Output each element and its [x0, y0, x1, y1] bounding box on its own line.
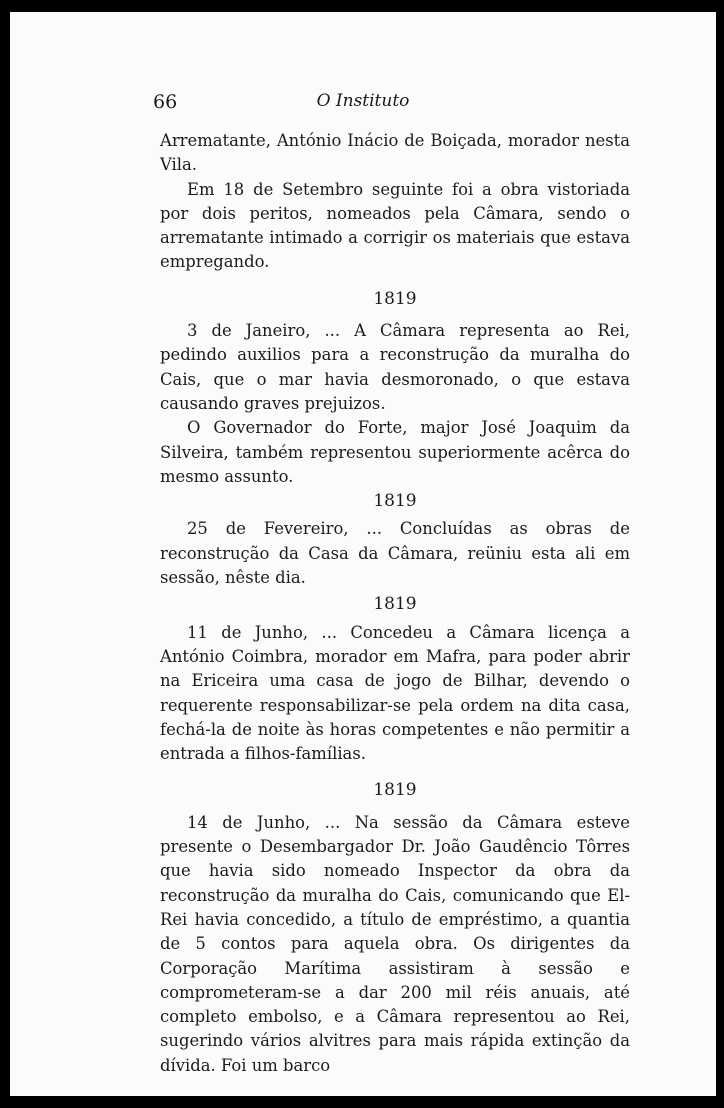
running-title: O Instituto: [316, 91, 410, 111]
paragraph: O Governador do Forte, major José Joaquim da Silveira, também representou superiormente acêrca do mesmo assunto.: [160, 418, 630, 486]
year-heading: 1819: [373, 594, 417, 615]
paragraph: 14 de Junho, ... Na sessão da Câmara esteve presente o Desembargador Dr. João Gaudêncio Tôrres que havia sido nomeado Inspector da obra da reconstrução da muralha do Cais, comunicando que El-Rei havia concedido, a título de empréstimo, a quantia de 5 contos para aquela obra. Os dirigentes da Corporação Marítima assistiram à sessão e comprometeram-se a dar 200 mil réis anuais, até completo embolso, e a Câmara representou ao Rei, sugerindo vários alvitres para mais rápida extinção da dívida. Foi um barco: [160, 812, 630, 1075]
page-body: [160, 129, 630, 1078]
document-page: [10, 12, 716, 1096]
paragraph: 25 de Fevereiro, ... Concluídas as obras de reconstrução da Casa da Câmara, reüniu esta ali em sessão, nêste dia.: [160, 519, 630, 588]
paragraph: Em 18 de Setembro seguinte foi a obra vistoriada por dois peritos, nomeados pela Câmara, sendo o arrematante intimado a corrigir os materiais que estava empregando.: [160, 179, 630, 272]
paragraph: 3 de Janeiro, ... A Câmara representa ao Rei, pedindo auxilios para a reconstrução da muralha do Cais, que o mar havia desmoronado, o que estava causando graves prejuizos.: [160, 321, 630, 413]
page-number: 66: [153, 91, 178, 113]
year-heading: 1819: [373, 288, 417, 309]
paragraph: Arrematante, António Inácio de Boiçada, morador nesta Vila.: [160, 131, 630, 175]
year-heading: 1819: [373, 491, 417, 512]
page-header: [10, 91, 716, 117]
paragraph: 11 de Junho, ... Concedeu a Câmara licença a António Coimbra, morador em Mafra, para poder abrir na Ericeira uma casa de jogo de Bilhar, devendo o requerente responsabilizar-se pela ordem na dita casa, fechá-la de noite às horas competentes e não permitir a entrada a filhos-famílias.: [160, 622, 630, 764]
year-heading: 1819: [373, 780, 417, 801]
